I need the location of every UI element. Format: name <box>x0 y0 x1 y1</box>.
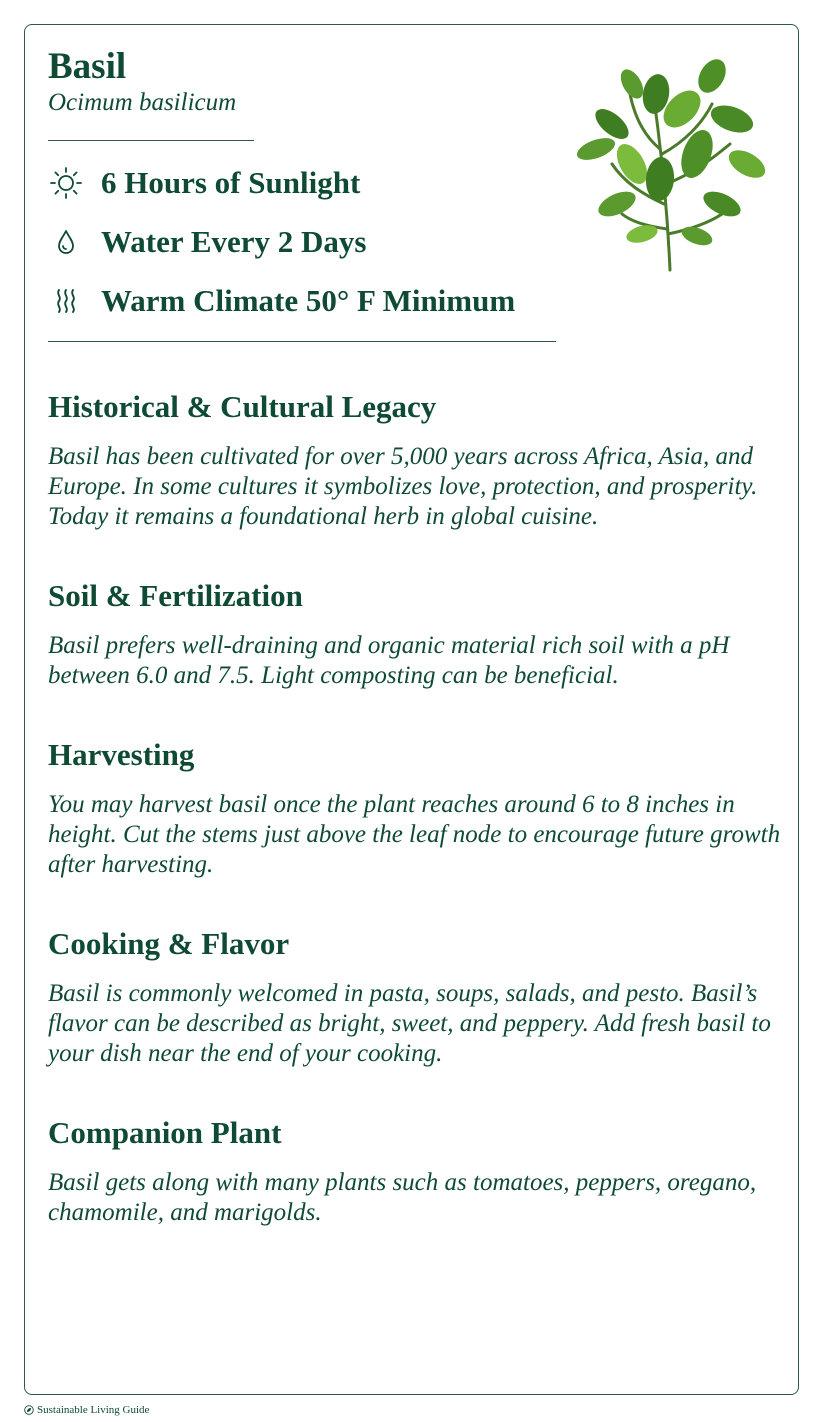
section-body: Basil gets along with many plants such as tomatoes, peppers, oregano, chamomile, and marigolds. <box>48 1169 757 1226</box>
care-sunlight <box>48 163 360 203</box>
heat-waves-icon <box>48 283 84 319</box>
care-water <box>48 222 366 262</box>
section-title: Soil & Fertilization <box>48 578 303 613</box>
divider <box>48 140 254 141</box>
care-climate <box>48 281 515 321</box>
scientific-name: Ocimum basilicum <box>48 89 237 116</box>
section-body: Basil has been cultivated for over 5,000 years across Africa, Asia, and Europe. In some cultures it symbolizes love, protection, and prosperity. Today it remains a foundational herb in global cuisine. <box>48 443 758 530</box>
section-body: Basil is commonly welcomed in pasta, soups, salads, and pesto. Basil’s flavor can be described as bright, sweet, and peppery. Add fresh basil to your dish near the end of your cooking. <box>48 980 771 1067</box>
care-label: 6 Hours of Sunlight <box>101 165 361 200</box>
divider <box>48 341 556 342</box>
leaf-logo-icon <box>24 1405 34 1415</box>
plant-name: Basil <box>48 46 127 87</box>
care-label: Water Every 2 Days <box>101 224 367 259</box>
footer <box>24 1403 149 1417</box>
section-body: Basil prefers well-draining and organic material rich soil with a pH between 6.0 and 7.5. Light composting can be beneficial. <box>48 632 730 689</box>
section-title: Cooking & Flavor <box>48 926 290 961</box>
section-title: Companion Plant <box>48 1115 282 1150</box>
sun-icon <box>48 165 84 201</box>
footer-label: Sustainable Living Guide <box>37 1404 150 1416</box>
section-title: Historical & Cultural Legacy <box>48 389 437 424</box>
water-drop-icon <box>48 224 84 260</box>
care-label: Warm Climate 50° F Minimum <box>101 283 516 318</box>
section-title: Harvesting <box>48 737 195 772</box>
section-body: You may harvest basil once the plant reaches around 6 to 8 inches in height. Cut the stems just above the leaf node to encourage future growth after harvesting. <box>48 791 781 878</box>
basil-plant-illustration <box>572 54 772 272</box>
